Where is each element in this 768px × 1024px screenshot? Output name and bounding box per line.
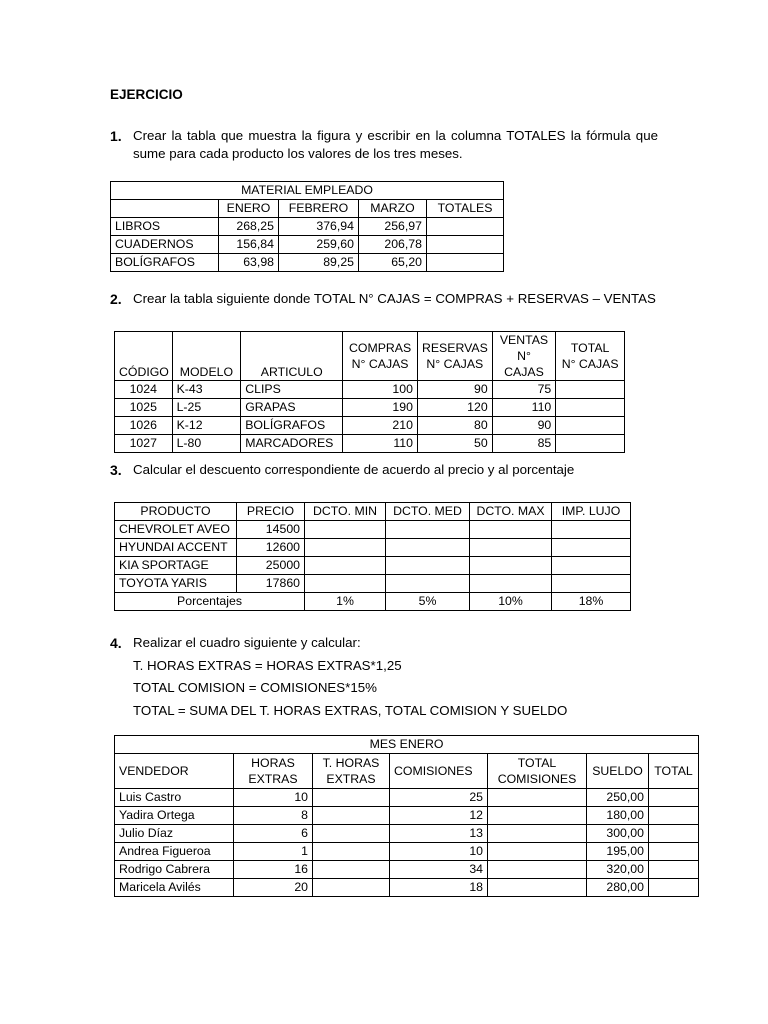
table-cell: Andrea Figueroa [115,843,234,861]
header-cell: MARZO [359,200,427,218]
table-cell: 6 [234,825,313,843]
header-top: TOTAL [570,341,610,355]
table-row [111,218,504,236]
table-cell: K-43 [172,381,241,399]
table-caption: MATERIAL EMPLEADO [111,182,504,200]
table-cell: 206,78 [359,236,427,254]
table-cell [313,789,390,807]
table-cell [649,861,699,879]
table-row [115,557,631,575]
exercise-4-line: TOTAL = SUMA DEL T. HORAS EXTRAS, TOTAL COMISION Y SUELDO [133,702,568,718]
table-cell [488,825,587,843]
table-row [115,539,631,557]
exercise-2 [110,290,670,308]
sales-table [114,735,699,897]
table-row [115,843,699,861]
table-cell: 110 [492,399,556,417]
table-cell: 90 [417,381,492,399]
table-cell: 120 [417,399,492,417]
table-cell: 1027 [115,435,173,453]
exercise-4-number: 4. [110,635,122,651]
header-cell: PRECIO [237,503,305,521]
header-cell: TOTALES [427,200,504,218]
table-cell: 12600 [237,539,305,557]
table-cell: 89,25 [279,254,359,272]
table-cell: 1025 [115,399,173,417]
header-cell: SUELDO [587,754,649,789]
table-cell: K-12 [172,417,241,435]
header-cell: MODELO [172,332,241,381]
table-cell [488,789,587,807]
table-cell [552,557,631,575]
table-cell: 90 [492,417,556,435]
table-cell [313,879,390,897]
exercise-4 [110,632,670,722]
table-cell: 1024 [115,381,173,399]
table-cell: CHEVROLET AVEO [115,521,237,539]
table-cell [552,575,631,593]
table-cell: 156,84 [219,236,279,254]
table-cell: 16 [234,861,313,879]
table-cell: MARCADORES [241,435,343,453]
header-top: VENTAS [499,333,549,347]
header-cell: CÓDIGO [115,332,173,381]
table-cell: Julio Díaz [115,825,234,843]
table-cell: 63,98 [219,254,279,272]
header-cell [556,332,625,381]
table-row [111,236,504,254]
footer-cell: 5% [386,593,470,611]
exercise-1-text: Crear la tabla que muestra la figura y escribir en la columna TOTALES la fórmula que sume para cada producto los valores de los tres meses. [133,128,658,161]
table-cell: 8 [234,807,313,825]
material-table [110,181,504,272]
table-cell: 180,00 [587,807,649,825]
table-cell [556,381,625,399]
header-cell: T. HORAS EXTRAS [313,754,390,789]
table-cell: 75 [492,381,556,399]
table-cell: L-25 [172,399,241,417]
table-cell: 80 [417,417,492,435]
footer-cell: 18% [552,593,631,611]
table-cell [470,521,552,539]
exercise-3-text: Calcular el descuento correspondiente de acuerdo al precio y al porcentaje [133,462,575,477]
table-cell: Maricela Avilés [115,879,234,897]
table-cell: 25 [390,789,488,807]
table-cell: 13 [390,825,488,843]
table-cell: 17860 [237,575,305,593]
table-cell: LIBROS [111,218,219,236]
header-cell: FEBRERO [279,200,359,218]
table-header-row [115,503,631,521]
table-cell [556,435,625,453]
table-row [115,807,699,825]
table-cell: 10 [234,789,313,807]
table-cell [488,807,587,825]
table-cell: 320,00 [587,861,649,879]
header-cell: COMISIONES [390,754,488,789]
table-cell: 25000 [237,557,305,575]
table-cell [305,557,386,575]
exercise-4-line: T. HORAS EXTRAS = HORAS EXTRAS*1,25 [133,657,402,673]
header-cell: IMP. LUJO [552,503,631,521]
header-bottom: N° CAJAS [426,357,484,371]
exercise-1-number: 1. [110,128,122,144]
table-cell [386,575,470,593]
table-row [115,381,625,399]
header-top: RESERVAS [421,341,488,355]
exercise-1 [110,127,658,163]
table-cell [305,575,386,593]
table-cell: 268,25 [219,218,279,236]
table-cell: 85 [492,435,556,453]
table-cell [649,843,699,861]
table-cell: 14500 [237,521,305,539]
table-cell [313,861,390,879]
table-cell [427,218,504,236]
table-cell: 65,20 [359,254,427,272]
exercise-3 [110,461,670,479]
table-cell: 210 [343,417,418,435]
discount-table [114,502,631,611]
table-cell: HYUNDAI ACCENT [115,539,237,557]
table-cell [552,521,631,539]
table-cell [427,254,504,272]
table-cell: CUADERNOS [111,236,219,254]
table-cell: 20 [234,879,313,897]
table-row [115,575,631,593]
header-cell: VENDEDOR [115,754,234,789]
table-cell [470,557,552,575]
table-row [115,879,699,897]
table-header-row [115,332,625,381]
table-cell: BOLÍGRAFOS [241,417,343,435]
table-cell: 18 [390,879,488,897]
table-cell: 280,00 [587,879,649,897]
table-cell [313,807,390,825]
table-cell: 300,00 [587,825,649,843]
table-row [115,435,625,453]
table-cell [386,521,470,539]
footer-label: Porcentajes [115,593,305,611]
footer-cell: 10% [470,593,552,611]
table-footer-row [115,593,631,611]
table-cell: 12 [390,807,488,825]
table-cell [556,417,625,435]
header-cell: DCTO. MED [386,503,470,521]
exercise-3-number: 3. [110,462,122,478]
table-cell: L-80 [172,435,241,453]
exercise-4-line: TOTAL COMISION = COMISIONES*15% [133,680,377,695]
exercise-2-text: Crear la tabla siguiente donde TOTAL N° CAJAS = COMPRAS + RESERVAS – VENTAS [133,291,656,306]
table-cell: 110 [343,435,418,453]
table-cell: KIA SPORTAGE [115,557,237,575]
table-header-row [111,200,504,218]
table-cell: GRAPAS [241,399,343,417]
table-cell: TOYOTA YARIS [115,575,237,593]
table-cell [313,843,390,861]
table-cell [305,539,386,557]
table-cell: 1026 [115,417,173,435]
table-cell [427,236,504,254]
table-cell: BOLÍGRAFOS [111,254,219,272]
header-cell: DCTO. MAX [470,503,552,521]
table-cell: Yadira Ortega [115,807,234,825]
table-cell: 376,94 [279,218,359,236]
header-cell: ARTICULO [241,332,343,381]
table-row [115,789,699,807]
table-cell: 10 [390,843,488,861]
table-cell [556,399,625,417]
table-row [115,417,625,435]
header-cell [111,200,219,218]
table-caption: MES ENERO [115,736,699,754]
table-cell [488,879,587,897]
table-cell [488,861,587,879]
table-cell: 1 [234,843,313,861]
header-bottom: N° CAJAS [351,357,409,371]
footer-cell: 1% [305,593,386,611]
table-cell: Rodrigo Cabrera [115,861,234,879]
exercise-4-line: Realizar el cuadro siguiente y calcular: [133,635,361,650]
table-cell: 190 [343,399,418,417]
header-bottom: N° CAJAS [561,357,619,371]
boxes-table [114,331,625,453]
table-cell [386,557,470,575]
table-cell [649,825,699,843]
table-cell [649,789,699,807]
table-cell: Luis Castro [115,789,234,807]
table-header-row [115,754,699,789]
table-cell [305,521,386,539]
table-cell [386,539,470,557]
table-row [115,521,631,539]
table-cell [470,539,552,557]
table-cell: CLIPS [241,381,343,399]
header-cell [492,332,556,381]
table-cell [313,825,390,843]
header-bottom: N° CAJAS [504,349,544,379]
table-cell: 100 [343,381,418,399]
table-cell: 250,00 [587,789,649,807]
header-cell [343,332,418,381]
table-cell: 34 [390,861,488,879]
table-row [115,861,699,879]
table-row [111,254,504,272]
table-cell [488,843,587,861]
table-cell: 256,97 [359,218,427,236]
header-cell: DCTO. MIN [305,503,386,521]
table-cell: 259,60 [279,236,359,254]
table-cell [470,575,552,593]
header-top: COMPRAS [349,341,412,355]
exercise-2-number: 2. [110,291,122,307]
header-cell: ENERO [219,200,279,218]
table-cell [649,807,699,825]
table-cell: 195,00 [587,843,649,861]
table-row [115,399,625,417]
header-cell: PRODUCTO [115,503,237,521]
header-cell: TOTAL COMISIONES [488,754,587,789]
header-cell: TOTAL [649,754,699,789]
header-cell [417,332,492,381]
table-cell: 50 [417,435,492,453]
table-row [115,825,699,843]
header-cell: HORAS EXTRAS [234,754,313,789]
table-cell [552,539,631,557]
table-cell [649,879,699,897]
document-title: EJERCICIO [110,87,183,102]
